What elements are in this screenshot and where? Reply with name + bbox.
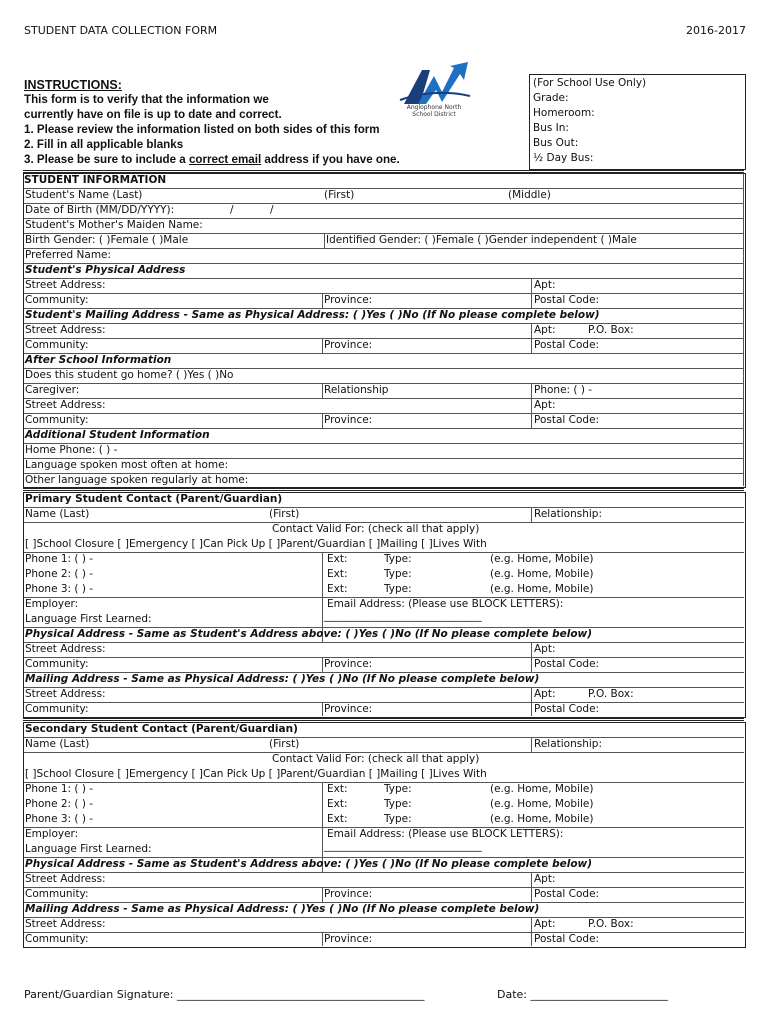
primary-valid-for-row: [24, 522, 744, 537]
secondary-employer-field[interactable]: Employer:: [25, 828, 79, 840]
primary-name-row[interactable]: [24, 507, 744, 523]
caregiver-postal-field[interactable]: Postal Code:: [534, 414, 600, 426]
secondary-phone3-eg: (e.g. Home, Mobile): [490, 813, 594, 825]
primary-mailing-header[interactable]: [24, 672, 744, 688]
logo-text-line1: Anglophone North: [406, 104, 462, 111]
caregiver-province-field[interactable]: Province:: [324, 414, 373, 426]
student-info-title: STUDENT INFORMATION: [24, 174, 167, 186]
primary-phone3-eg: (e.g. Home, Mobile): [490, 583, 594, 595]
secondary-physical-title[interactable]: Physical Address - Same as Student's Address above: ( )Yes ( )No (If No please complete below): [25, 858, 593, 870]
go-home-field[interactable]: Does this student go home? ( )Yes ( )No: [25, 369, 234, 381]
birth-gender-field[interactable]: Birth Gender: ( )Female ( )Male: [25, 234, 189, 246]
primary-phone3-ext[interactable]: Ext:: [327, 583, 348, 595]
primary-physical-header[interactable]: [24, 627, 744, 643]
dob-field[interactable]: Date of Birth (MM/DD/YYYY):: [25, 204, 175, 216]
primary-mailing-province-field[interactable]: Province:: [324, 703, 373, 715]
primary-relationship-field[interactable]: Relationship:: [534, 508, 602, 520]
primary-first-name-field[interactable]: (First): [269, 508, 300, 520]
primary-phone1-ext[interactable]: Ext:: [327, 553, 348, 565]
caregiver-community-field[interactable]: Community:: [25, 414, 89, 426]
instructions-item2: 2. Fill in all applicable blanks: [24, 138, 184, 151]
province-field[interactable]: Province:: [324, 294, 373, 306]
home-phone-field[interactable]: Home Phone: ( ) -: [25, 444, 118, 456]
primary-mailing-street-field[interactable]: Street Address:: [25, 688, 106, 700]
go-home-row[interactable]: [24, 368, 744, 384]
secondary-header-row: [24, 722, 744, 738]
primary-options-row[interactable]: [24, 537, 744, 553]
secondary-phone2-field[interactable]: Phone 2: ( ) -: [25, 798, 94, 810]
secondary-phone2-ext[interactable]: Ext:: [327, 798, 348, 810]
secondary-valid-for-row: [24, 752, 744, 767]
mailing-community-row[interactable]: [24, 338, 744, 354]
form-title: STUDENT DATA COLLECTION FORM: [24, 24, 218, 37]
after-school-title: After School Information: [25, 354, 172, 366]
primary-phone3-field[interactable]: Phone 3: ( ) -: [25, 583, 94, 595]
caregiver-community-row[interactable]: [24, 413, 744, 429]
primary-community-field[interactable]: Community:: [25, 658, 89, 670]
caregiver-phone-field[interactable]: Phone: ( ) -: [534, 384, 593, 396]
gender-row[interactable]: [24, 233, 744, 249]
primary-phone2-ext[interactable]: Ext:: [327, 568, 348, 580]
caregiver-relationship-field[interactable]: Relationship: [324, 384, 389, 396]
primary-valid-for-label: Contact Valid For: (check all that apply): [272, 523, 480, 535]
physical-community-row[interactable]: [24, 293, 744, 309]
student-mailing-address-title[interactable]: Student's Mailing Address - Same as Physical Address: ( )Yes ( )No (If No please complete below): [25, 309, 600, 321]
primary-postal-field[interactable]: Postal Code:: [534, 658, 600, 670]
secondary-phone1-type[interactable]: Type:: [384, 783, 412, 795]
additional-info-title: Additional Student Information: [25, 429, 210, 441]
primary-contact-options[interactable]: [ ]School Closure [ ]Emergency [ ]Can Pick Up [ ]Parent/Guardian [ ]Mailing [ ]Lives With: [25, 538, 487, 550]
mailing-postal-field[interactable]: Postal Code:: [534, 339, 600, 351]
primary-mailing-street-row[interactable]: [24, 687, 744, 703]
secondary-contact-options[interactable]: [ ]School Closure [ ]Emergency [ ]Can Pick Up [ ]Parent/Guardian [ ]Mailing [ ]Lives With: [25, 768, 487, 780]
secondary-language-field[interactable]: Language First Learned:: [25, 843, 152, 855]
instructions-line2: currently have on file is up to date and correct.: [24, 108, 282, 121]
school-year: 2016-2017: [686, 24, 746, 37]
secondary-mailing-community-field[interactable]: Community:: [25, 933, 89, 945]
secondary-phone1-eg: (e.g. Home, Mobile): [490, 783, 594, 795]
home-phone-row[interactable]: [24, 443, 744, 459]
after-school-header: [24, 353, 744, 369]
caregiver-apt-field[interactable]: Apt:: [534, 399, 556, 411]
primary-phone3-row[interactable]: [24, 582, 744, 598]
signature-date-field[interactable]: Date: _________________________: [497, 988, 668, 1001]
caregiver-row[interactable]: [24, 383, 744, 399]
primary-phone2-eg: (e.g. Home, Mobile): [490, 568, 594, 580]
secondary-phone3-field[interactable]: Phone 3: ( ) -: [25, 813, 94, 825]
primary-mailing-community-row[interactable]: [24, 702, 744, 717]
secondary-email-field[interactable]: Email Address: (Please use BLOCK LETTERS):: [327, 828, 564, 840]
primary-contact-title: Primary Student Contact (Parent/Guardian): [25, 493, 283, 505]
dob-slash-1: /: [230, 204, 234, 216]
primary-mailing-postal-field[interactable]: Postal Code:: [534, 703, 600, 715]
secondary-phone2-eg: (e.g. Home, Mobile): [490, 798, 594, 810]
mailing-address-header[interactable]: [24, 308, 744, 324]
instructions-item3: 3. Please be sure to include a correct email address if you have one.: [24, 153, 400, 166]
primary-province-field[interactable]: Province:: [324, 658, 373, 670]
secondary-physical-street-row[interactable]: [24, 872, 744, 888]
mailing-pobox-field[interactable]: P.O. Box:: [588, 324, 634, 336]
secondary-mailing-title[interactable]: Mailing Address - Same as Physical Address: ( )Yes ( )No (If No please complete below): [25, 903, 540, 915]
lang-most-row[interactable]: [24, 458, 744, 474]
primary-mailing-apt-field[interactable]: Apt:: [534, 688, 556, 700]
maiden-name-row[interactable]: [24, 218, 744, 234]
secondary-language-row[interactable]: [24, 842, 744, 858]
primary-phone1-row[interactable]: [24, 552, 744, 567]
secondary-last-name-field[interactable]: Name (Last): [25, 738, 90, 750]
identified-gender-field[interactable]: Identified Gender: ( )Female ( )Gender independent ( )Male: [326, 234, 637, 246]
dob-row[interactable]: [24, 203, 744, 219]
district-logo: [394, 60, 474, 120]
mailing-community-field[interactable]: Community:: [25, 339, 89, 351]
secondary-phone2-type[interactable]: Type:: [384, 798, 412, 810]
primary-phone3-type[interactable]: Type:: [384, 583, 412, 595]
primary-mailing-community-field[interactable]: Community:: [25, 703, 89, 715]
school-use-box: [529, 74, 746, 170]
language-other-field[interactable]: Other language spoken regularly at home:: [25, 474, 249, 486]
section-divider: [23, 488, 744, 491]
student-info-header-row: [24, 173, 744, 189]
secondary-mailing-province-field[interactable]: Province:: [324, 933, 373, 945]
secondary-postal-field[interactable]: Postal Code:: [534, 888, 600, 900]
student-middle-name-field[interactable]: (Middle): [508, 189, 551, 201]
primary-phone1-eg: (e.g. Home, Mobile): [490, 553, 594, 565]
secondary-mailing-street-field[interactable]: Street Address:: [25, 918, 106, 930]
primary-phone1-field[interactable]: Phone 1: ( ) -: [25, 553, 94, 565]
secondary-relationship-field[interactable]: Relationship:: [534, 738, 602, 750]
instructions-line1: This form is to verify that the information we: [24, 93, 269, 106]
student-name-row[interactable]: [24, 188, 744, 204]
primary-phone2-type[interactable]: Type:: [384, 568, 412, 580]
secondary-phone3-ext[interactable]: Ext:: [327, 813, 348, 825]
section-divider: [23, 718, 744, 721]
secondary-street-field[interactable]: Street Address:: [25, 873, 106, 885]
secondary-options-row[interactable]: [24, 767, 744, 783]
caregiver-street-field[interactable]: Street Address:: [25, 399, 106, 411]
street-address-field[interactable]: Street Address:: [25, 279, 106, 291]
mailing-province-field[interactable]: Province:: [324, 339, 373, 351]
bus-in-field[interactable]: Bus In:: [533, 122, 569, 134]
secondary-mailing-postal-field[interactable]: Postal Code:: [534, 933, 600, 945]
secondary-name-row[interactable]: [24, 737, 744, 753]
primary-header-row: [24, 492, 744, 508]
apt-field[interactable]: Apt:: [534, 279, 556, 291]
instructions-item1: 1. Please review the information listed on both sides of this form: [24, 123, 380, 136]
secondary-phone3-type[interactable]: Type:: [384, 813, 412, 825]
correct-email-text: correct email: [188, 153, 262, 166]
school-use-title: (For School Use Only): [533, 77, 647, 89]
secondary-province-field[interactable]: Province:: [324, 888, 373, 900]
primary-email-field[interactable]: Email Address: (Please use BLOCK LETTERS):: [327, 598, 564, 610]
secondary-mailing-community-row[interactable]: [24, 932, 744, 947]
additional-info-header: [24, 428, 744, 444]
mailing-street-row[interactable]: [24, 323, 744, 339]
secondary-valid-for-label: Contact Valid For: (check all that apply): [272, 753, 480, 765]
lang-other-row[interactable]: [24, 473, 744, 488]
postal-code-field[interactable]: Postal Code:: [534, 294, 600, 306]
student-first-name-field[interactable]: (First): [324, 189, 355, 201]
primary-apt-field[interactable]: Apt:: [534, 643, 556, 655]
caregiver-street-row[interactable]: [24, 398, 744, 414]
secondary-contact-title: Secondary Student Contact (Parent/Guardian): [25, 723, 298, 735]
mailing-apt-field[interactable]: Apt:: [534, 324, 556, 336]
primary-email-underline: ______________________________: [324, 610, 482, 622]
primary-employer-field[interactable]: Employer:: [25, 598, 79, 610]
preferred-name-row[interactable]: [24, 248, 744, 264]
preferred-name-field[interactable]: Preferred Name:: [25, 249, 112, 261]
bus-out-field[interactable]: Bus Out:: [533, 137, 579, 149]
primary-mailing-pobox-field[interactable]: P.O. Box:: [588, 688, 634, 700]
secondary-first-name-field[interactable]: (First): [269, 738, 300, 750]
secondary-physical-community-row[interactable]: [24, 887, 744, 903]
primary-last-name-field[interactable]: Name (Last): [25, 508, 90, 520]
student-physical-address-title: Student's Physical Address: [25, 264, 186, 276]
secondary-physical-header[interactable]: [24, 857, 744, 873]
primary-language-field[interactable]: Language First Learned:: [25, 613, 152, 625]
secondary-phone1-row[interactable]: [24, 782, 744, 797]
student-last-name-field[interactable]: Student's Name (Last): [25, 189, 143, 201]
secondary-mailing-street-row[interactable]: [24, 917, 744, 933]
community-field[interactable]: Community:: [25, 294, 89, 306]
primary-physical-title[interactable]: Physical Address - Same as Student's Address above: ( )Yes ( )No (If No please complete below): [25, 628, 593, 640]
half-day-bus-field[interactable]: ½ Day Bus:: [533, 152, 594, 164]
physical-address-header: [24, 263, 744, 279]
mailing-street-field[interactable]: Street Address:: [25, 324, 106, 336]
secondary-apt-field[interactable]: Apt:: [534, 873, 556, 885]
instructions-heading: INSTRUCTIONS:: [24, 78, 122, 92]
secondary-mailing-apt-field[interactable]: Apt:: [534, 918, 556, 930]
primary-street-field[interactable]: Street Address:: [25, 643, 106, 655]
secondary-email-underline: ______________________________: [324, 840, 482, 852]
guardian-signature-field[interactable]: Parent/Guardian Signature: _____________________________________________: [24, 988, 425, 1001]
secondary-mailing-header[interactable]: [24, 902, 744, 918]
secondary-phone2-row[interactable]: [24, 797, 744, 812]
mother-maiden-name-field[interactable]: Student's Mother's Maiden Name:: [25, 219, 203, 231]
physical-street-row[interactable]: [24, 278, 744, 294]
primary-physical-street-row[interactable]: [24, 642, 744, 658]
primary-mailing-title[interactable]: Mailing Address - Same as Physical Address: ( )Yes ( )No (If No please complete below): [25, 673, 540, 685]
grade-field[interactable]: Grade:: [533, 92, 569, 104]
secondary-phone3-row[interactable]: [24, 812, 744, 828]
primary-phone2-row[interactable]: [24, 567, 744, 582]
caregiver-field[interactable]: Caregiver:: [25, 384, 80, 396]
logo-text-line2: School District: [412, 111, 456, 118]
secondary-phone1-field[interactable]: Phone 1: ( ) -: [25, 783, 94, 795]
primary-language-row[interactable]: [24, 612, 744, 628]
secondary-phone1-ext[interactable]: Ext:: [327, 783, 348, 795]
secondary-community-field[interactable]: Community:: [25, 888, 89, 900]
primary-phone1-type[interactable]: Type:: [384, 553, 412, 565]
language-most-field[interactable]: Language spoken most often at home:: [25, 459, 229, 471]
homeroom-field[interactable]: Homeroom:: [533, 107, 595, 119]
dob-slash-2: /: [270, 204, 274, 216]
primary-phone2-field[interactable]: Phone 2: ( ) -: [25, 568, 94, 580]
primary-physical-community-row[interactable]: [24, 657, 744, 673]
secondary-mailing-pobox-field[interactable]: P.O. Box:: [588, 918, 634, 930]
